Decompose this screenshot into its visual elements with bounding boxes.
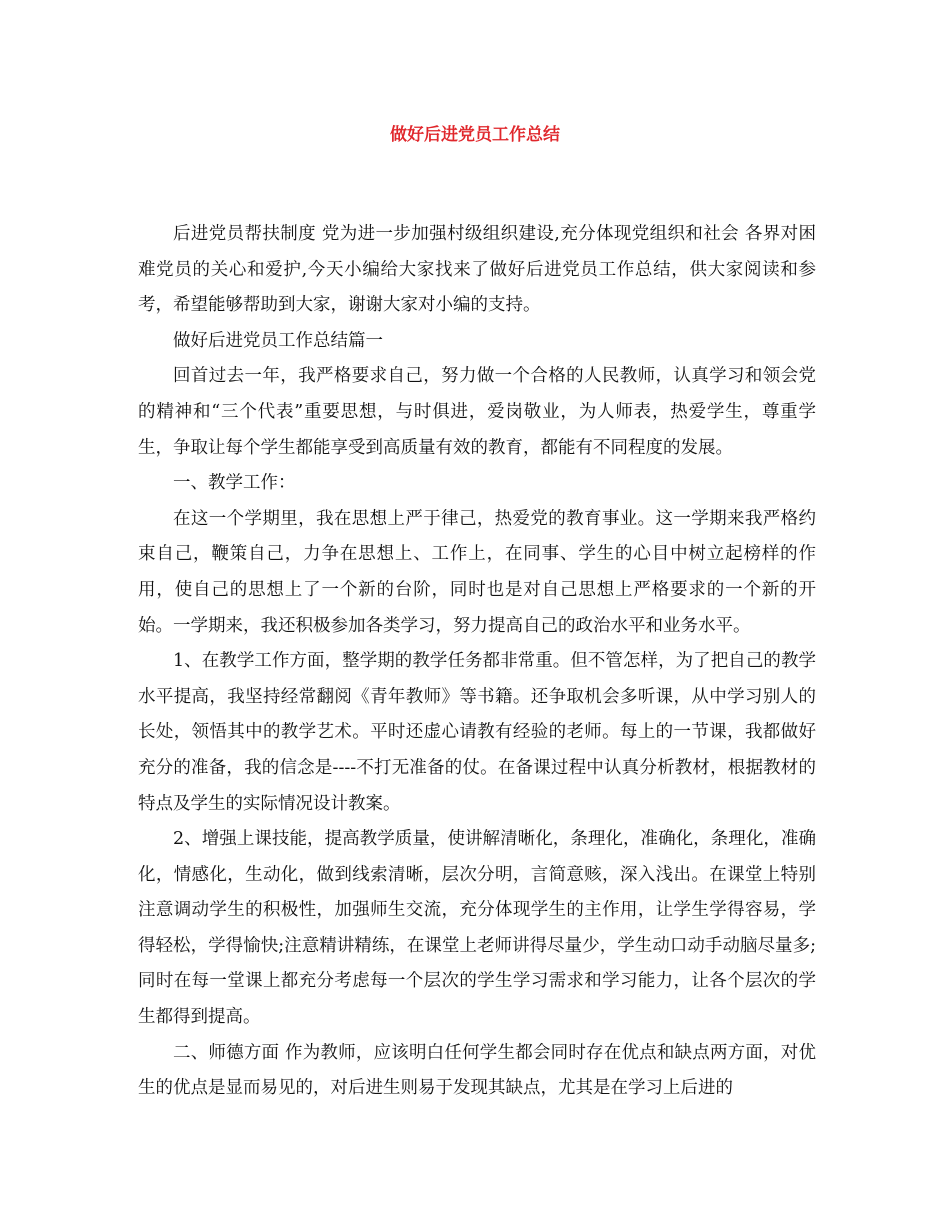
- document-title: 做好后进党员工作总结: [390, 125, 560, 145]
- paragraph-intro: 后进党员帮扶制度 党为进一步加强村级组织建设,充分体现党组织和社会 各界对困难党员的关心和爱护,今天小编给大家找来了做好后进党员工作总结，供大家阅读和参考，希望能够帮助到大家，谢谢大家对小编的支持。: [138, 224, 816, 316]
- paragraph: 1、在教学工作方面，整学期的教学任务都非常重。但不管怎样，为了把自己的教学水平提高，我坚持经常翻阅《青年教师》等书籍。还争取机会多听课，从中学习别人的长处，领悟其中的教学艺术。平时还虚心请教有经验的老师。每上的一节课，我都做好充分的准备，我的信念是----不打无准备的仗。在备课过程中认真分析教材，根据教材的特点及学生的实际情况设计教案。: [138, 651, 816, 814]
- paragraph: 二、师德方面 作为教师，应该明白任何学生都会同时存在优点和缺点两方面，对优生的优点是显而易见的，对后进生则易于发现其缺点，尤其是在学习上后进的: [138, 1042, 816, 1099]
- paragraph: 回首过去一年，我严格要求自己，努力做一个合格的人民教师，认真学习和领会党的精神和“三个代表”重要思想，与时俱进，爱岗敬业，为人师表，热爱学生，尊重学生，争取让每个学生都能享受到高质量有效的教育，都能有不同程度的发展。: [138, 366, 816, 458]
- paragraph: 在这一个学期里，我在思想上严于律己，热爱党的教育事业。这一学期来我严格约束自己，鞭策自己，力争在思想上、工作上，在同事、学生的心目中树立起榜样的作用，使自己的思想上了一个新的台阶，同时也是对自己思想上严格要求的一个新的开始。一学期来，我还积极参加各类学习，努力提高自己的政治水平和业务水平。: [138, 508, 816, 636]
- section-heading: 做好后进党员工作总结篇一: [173, 330, 383, 351]
- paragraph: 2、增强上课技能，提高教学质量，使讲解清晰化，条理化，准确化，条理化，准确化，情感化，生动化，做到线索清晰，层次分明，言简意赅，深入浅出。在课堂上特别注意调动学生的积极性，加强师生交流，充分体现学生的主作用，让学生学得容易，学得轻松，学得愉快;注意精讲精练，在课堂上老师讲得尽量少，学生动口动手动脑尽量多;同时在每一堂课上都充分考虑每一个层次的学生学习需求和学习能力，让各个层次的学生都得到提高。: [138, 829, 816, 1028]
- document-body: [138, 217, 816, 1107]
- section-heading: 一、教学工作：: [173, 473, 296, 494]
